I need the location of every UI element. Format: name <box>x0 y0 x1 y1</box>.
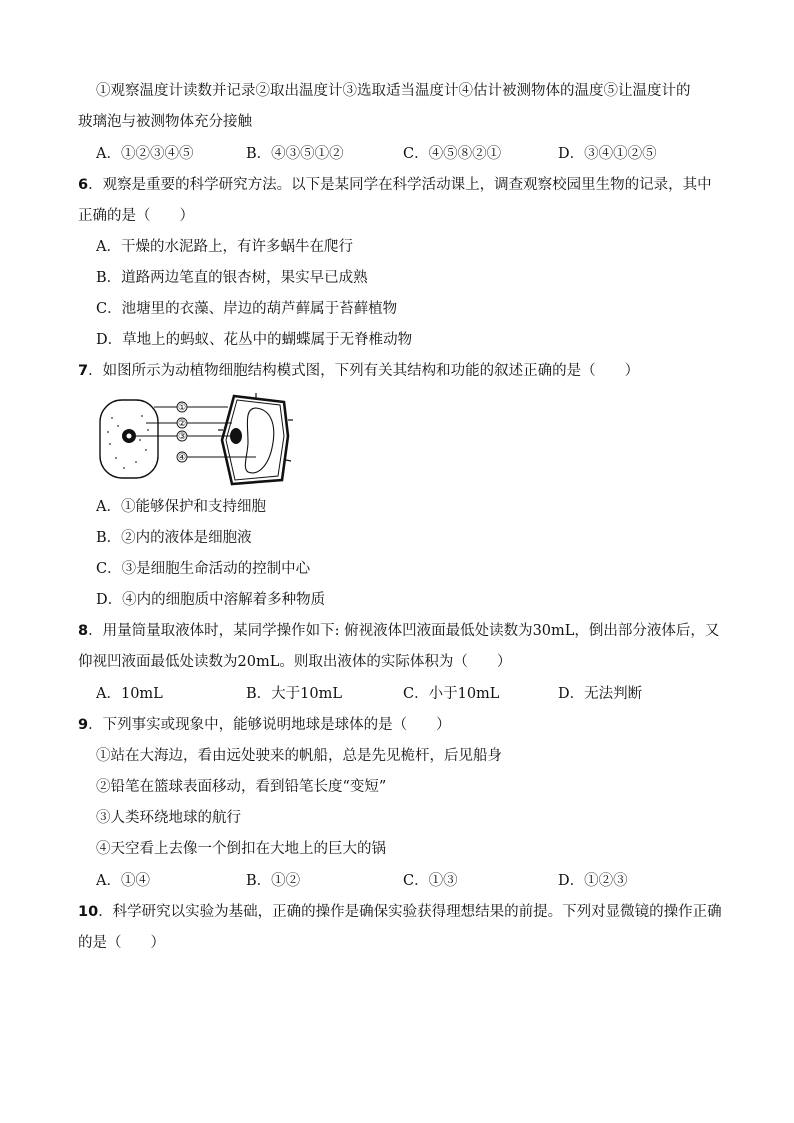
q7-stem-line1 <box>78 361 639 381</box>
q10-stem-line2: 的是（ ） <box>78 935 165 951</box>
q9-item-2: ②铅笔在篮球表面移动，看到铅笔长度“变短” <box>96 779 387 795</box>
cell-diagram-svg <box>96 390 306 490</box>
label-1: ① <box>177 403 187 413</box>
q6-number: 6 <box>78 177 89 193</box>
q8-stem-line2: 仰视凹液面最低处读数为20mL。则取出液体的实际体积为（ ） <box>78 654 512 670</box>
q5-option-b: B．④③⑤①② <box>246 146 344 162</box>
q5-option-d: D．③④①②⑤ <box>558 146 657 162</box>
q9-stem-text: ．下列事实或现象中，能够说明地球是球体的是（ ） <box>88 717 451 733</box>
q7-option-c: C．③是细胞生命活动的控制中心 <box>96 561 311 577</box>
q6-option-a: A．干燥的水泥路上，有许多蜗牛在爬行 <box>96 239 353 255</box>
q9-option-b: B．①② <box>246 873 301 889</box>
q8-number: 8 <box>78 623 89 639</box>
q5-options <box>96 144 736 164</box>
q6-stem-line1 <box>78 175 712 195</box>
q6-option-b: B．道路两边笔直的银杏树，果实早已成熟 <box>96 270 368 286</box>
plant-cell-nucleus <box>230 428 242 444</box>
q9-number: 9 <box>78 717 89 733</box>
q7-option-d: D．④内的细胞质中溶解着多种物质 <box>96 592 326 608</box>
animal-cell-nucleolus <box>127 434 132 439</box>
q9-item-4: ④天空看上去像一个倒扣在大地上的巨大的锅 <box>96 841 386 857</box>
label-2: ② <box>177 419 187 429</box>
q9-item-3: ③人类环绕地球的航行 <box>96 810 241 826</box>
q9-item-1: ①站在大海边，看由远处驶来的帆船，总是先见桅杆，后见船身 <box>96 748 502 764</box>
plant-cell-vacuole <box>245 408 273 473</box>
q10-number: 10 <box>78 904 99 920</box>
q8-stem-text: ．用量筒量取液体时，某同学操作如下: 俯视液体凹液面最低处读数为30mL，倒出部分液体后，又 <box>88 623 720 639</box>
label-4: ④ <box>177 453 187 463</box>
q5-option-c: C．④⑤⑧②① <box>403 146 502 162</box>
q6-stem-text: ．观察是重要的科学研究方法。以下是某同学在科学活动课上，调查观察校园里生物的记录，其中 <box>88 177 712 193</box>
q8-options <box>96 684 736 704</box>
q8-option-b: B．大于10mL <box>246 686 342 702</box>
q7-stem-text: ．如图所示为动植物细胞结构模式图，下列有关其结构和功能的叙述正确的是（ ） <box>88 363 640 379</box>
cell-structure-diagram <box>96 390 306 490</box>
q8-option-d: D．无法判断 <box>558 686 643 702</box>
q5-option-a: A．①②③④⑤ <box>96 146 194 162</box>
q5-steps-line1: ①观察温度计读数并记录②取出温度计③选取适当温度计④估计被测物体的温度⑤让温度计的 <box>96 83 691 99</box>
q9-option-a: A．①④ <box>96 873 150 889</box>
label-3: ③ <box>177 432 187 442</box>
q6-stem-line2: 正确的是（ ） <box>78 208 194 224</box>
q9-stem-line1 <box>78 715 451 735</box>
q8-stem-line1 <box>78 621 719 641</box>
q10-stem-text: ．科学研究以实验为基础，正确的操作是确保实验获得理想结果的前提。下列对显微镜的操作正确 <box>98 904 722 920</box>
q7-option-a: A．①能够保护和支持细胞 <box>96 499 266 515</box>
q6-option-d: D．草地上的蚂蚁、花丛中的蝴蝶属于无脊椎动物 <box>96 332 413 348</box>
q9-options <box>96 871 736 891</box>
q7-option-b: B．②内的液体是细胞液 <box>96 530 252 546</box>
q9-option-c: C．①③ <box>403 873 458 889</box>
q5-steps-line2: 玻璃泡与被测物体充分接触 <box>78 114 252 130</box>
q9-option-d: D．①②③ <box>558 873 628 889</box>
q8-option-c: C．小于10mL <box>403 686 500 702</box>
q6-option-c: C．池塘里的衣藻、岸边的葫芦藓属于苔藓植物 <box>96 301 398 317</box>
q8-option-a: A．10mL <box>96 686 163 702</box>
q10-stem-line1 <box>78 902 722 922</box>
q7-number: 7 <box>78 363 89 379</box>
